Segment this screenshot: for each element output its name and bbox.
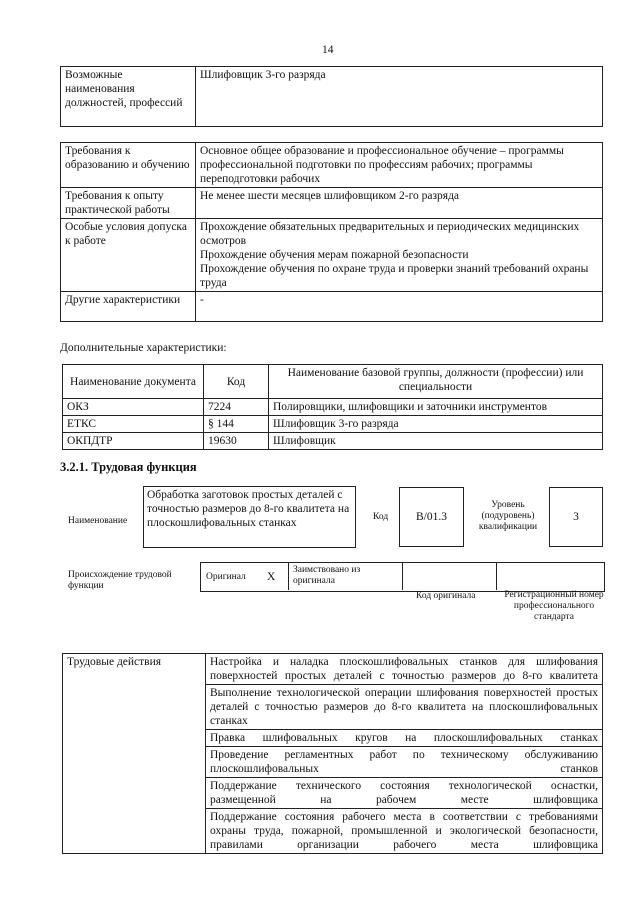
table-cell: 19630 — [204, 433, 269, 450]
additional-title: Дополнительные характеристики: — [60, 342, 227, 354]
function-code-box — [399, 487, 464, 547]
positions-value: Шлифовщик 3-го разряда — [196, 67, 603, 127]
requirement-label: Требования к образованию и обучению — [61, 143, 196, 188]
labor-action-item: Выполнение технологической операции шлифования поверхностей простых деталей с точностью размеров до 8-го квалитета на плоскошлифовальных станках — [206, 685, 603, 730]
labor-action-item: Поддержание технического состояния технологической оснастки, размещенной на рабочем месте шлифовщика — [206, 778, 603, 809]
origin-divider — [402, 562, 403, 590]
requirement-line: Прохождение обучения по охране труда и проверки знаний требований охраны труда — [200, 263, 589, 289]
positions-table — [60, 66, 603, 127]
page-number: 14 — [322, 44, 334, 56]
table-cell: § 144 — [204, 416, 269, 433]
labor-action-item: Проведение регламентных работ по техническому обслуживанию плоскошлифовальных станков — [206, 747, 603, 778]
requirement-label: Требования к опыту практической работы — [61, 188, 196, 219]
level-label: Уровень (подуровень) квалификации — [478, 500, 538, 532]
labor-action-item: Настройка и наладка плоскошлифовальных станков для шлифования поверхностей простых деталей с точностью размеров до 8-го квалитета — [206, 654, 603, 685]
labor-actions-table — [62, 653, 603, 854]
table-row — [63, 433, 603, 450]
table-row — [63, 416, 603, 433]
requirement-label: Особые условия допуска к работе — [61, 219, 196, 292]
level-value: 3 — [573, 511, 579, 523]
table-cell: Полировщики, шлифовщики и заточники инструментов — [269, 399, 603, 416]
function-name: Обработка заготовок простых деталей с точностью размеров до 8-го квалитета на плоскошлифовальных станках — [147, 489, 350, 529]
original-label: Оригинал — [206, 572, 246, 582]
original-mark: X — [267, 571, 276, 583]
header-group: Наименование базовой группы, должности (профессии) или специальности — [269, 365, 603, 399]
level-box — [549, 487, 603, 547]
additional-table — [62, 364, 603, 450]
requirement-line: Прохождение обязательных предварительных и периодических медицинских осмотров — [200, 221, 580, 247]
section-title: 3.2.1. Трудовая функция — [60, 460, 197, 474]
requirement-value — [196, 219, 603, 292]
positions-label: Возможные наименования должностей, профессий — [61, 67, 196, 127]
table-cell: Шлифовщик — [269, 433, 603, 450]
table-row — [63, 399, 603, 416]
registration-caption: Регистрационный номер профессионального стандарта — [504, 590, 604, 622]
requirement-value: Не менее шести месяцев шлифовщиком 2-го разряда — [196, 188, 603, 219]
requirements-table — [60, 142, 603, 322]
table-cell: 7224 — [204, 399, 269, 416]
name-label: Наименование — [68, 516, 128, 526]
code-label: Код — [373, 512, 389, 522]
header-document: Наименование документа — [63, 365, 204, 399]
function-name-box — [143, 486, 356, 548]
header-code: Код — [204, 365, 269, 399]
origin-divider — [288, 562, 289, 590]
requirement-label: Другие характеристики — [61, 292, 196, 322]
table-cell: Шлифовщик 3-го разряда — [269, 416, 603, 433]
table-cell: ОКПДТР — [63, 433, 204, 450]
table-cell: ОКЗ — [63, 399, 204, 416]
labor-action-item: Поддержание состояния рабочего места в соответствии с требованиями охраны труда, пожарной, промышленной и экологической безопасности, правилами организации рабочего места шлифовщика — [206, 809, 603, 854]
requirement-value: Основное общее образование и профессиональное обучение – программы профессиональной подготовки по профессиям рабочих; программы переподготовки рабочих — [196, 143, 603, 188]
table-cell: ЕТКС — [63, 416, 204, 433]
origin-divider — [496, 562, 497, 590]
function-code: B/01.3 — [416, 511, 447, 523]
borrowed-label: Заимствовано из оригинала — [293, 565, 361, 586]
requirement-value: - — [196, 292, 603, 322]
code-original-caption: Код оригинала — [416, 591, 476, 601]
labor-action-item: Правка шлифовальных кругов на плоскошлифовальных станках — [206, 730, 603, 747]
requirement-line: Прохождение обучения мерам пожарной безопасности — [200, 249, 469, 261]
origin-label: Происхождение трудовой функции — [68, 570, 172, 591]
labor-actions-label: Трудовые действия — [63, 654, 206, 854]
